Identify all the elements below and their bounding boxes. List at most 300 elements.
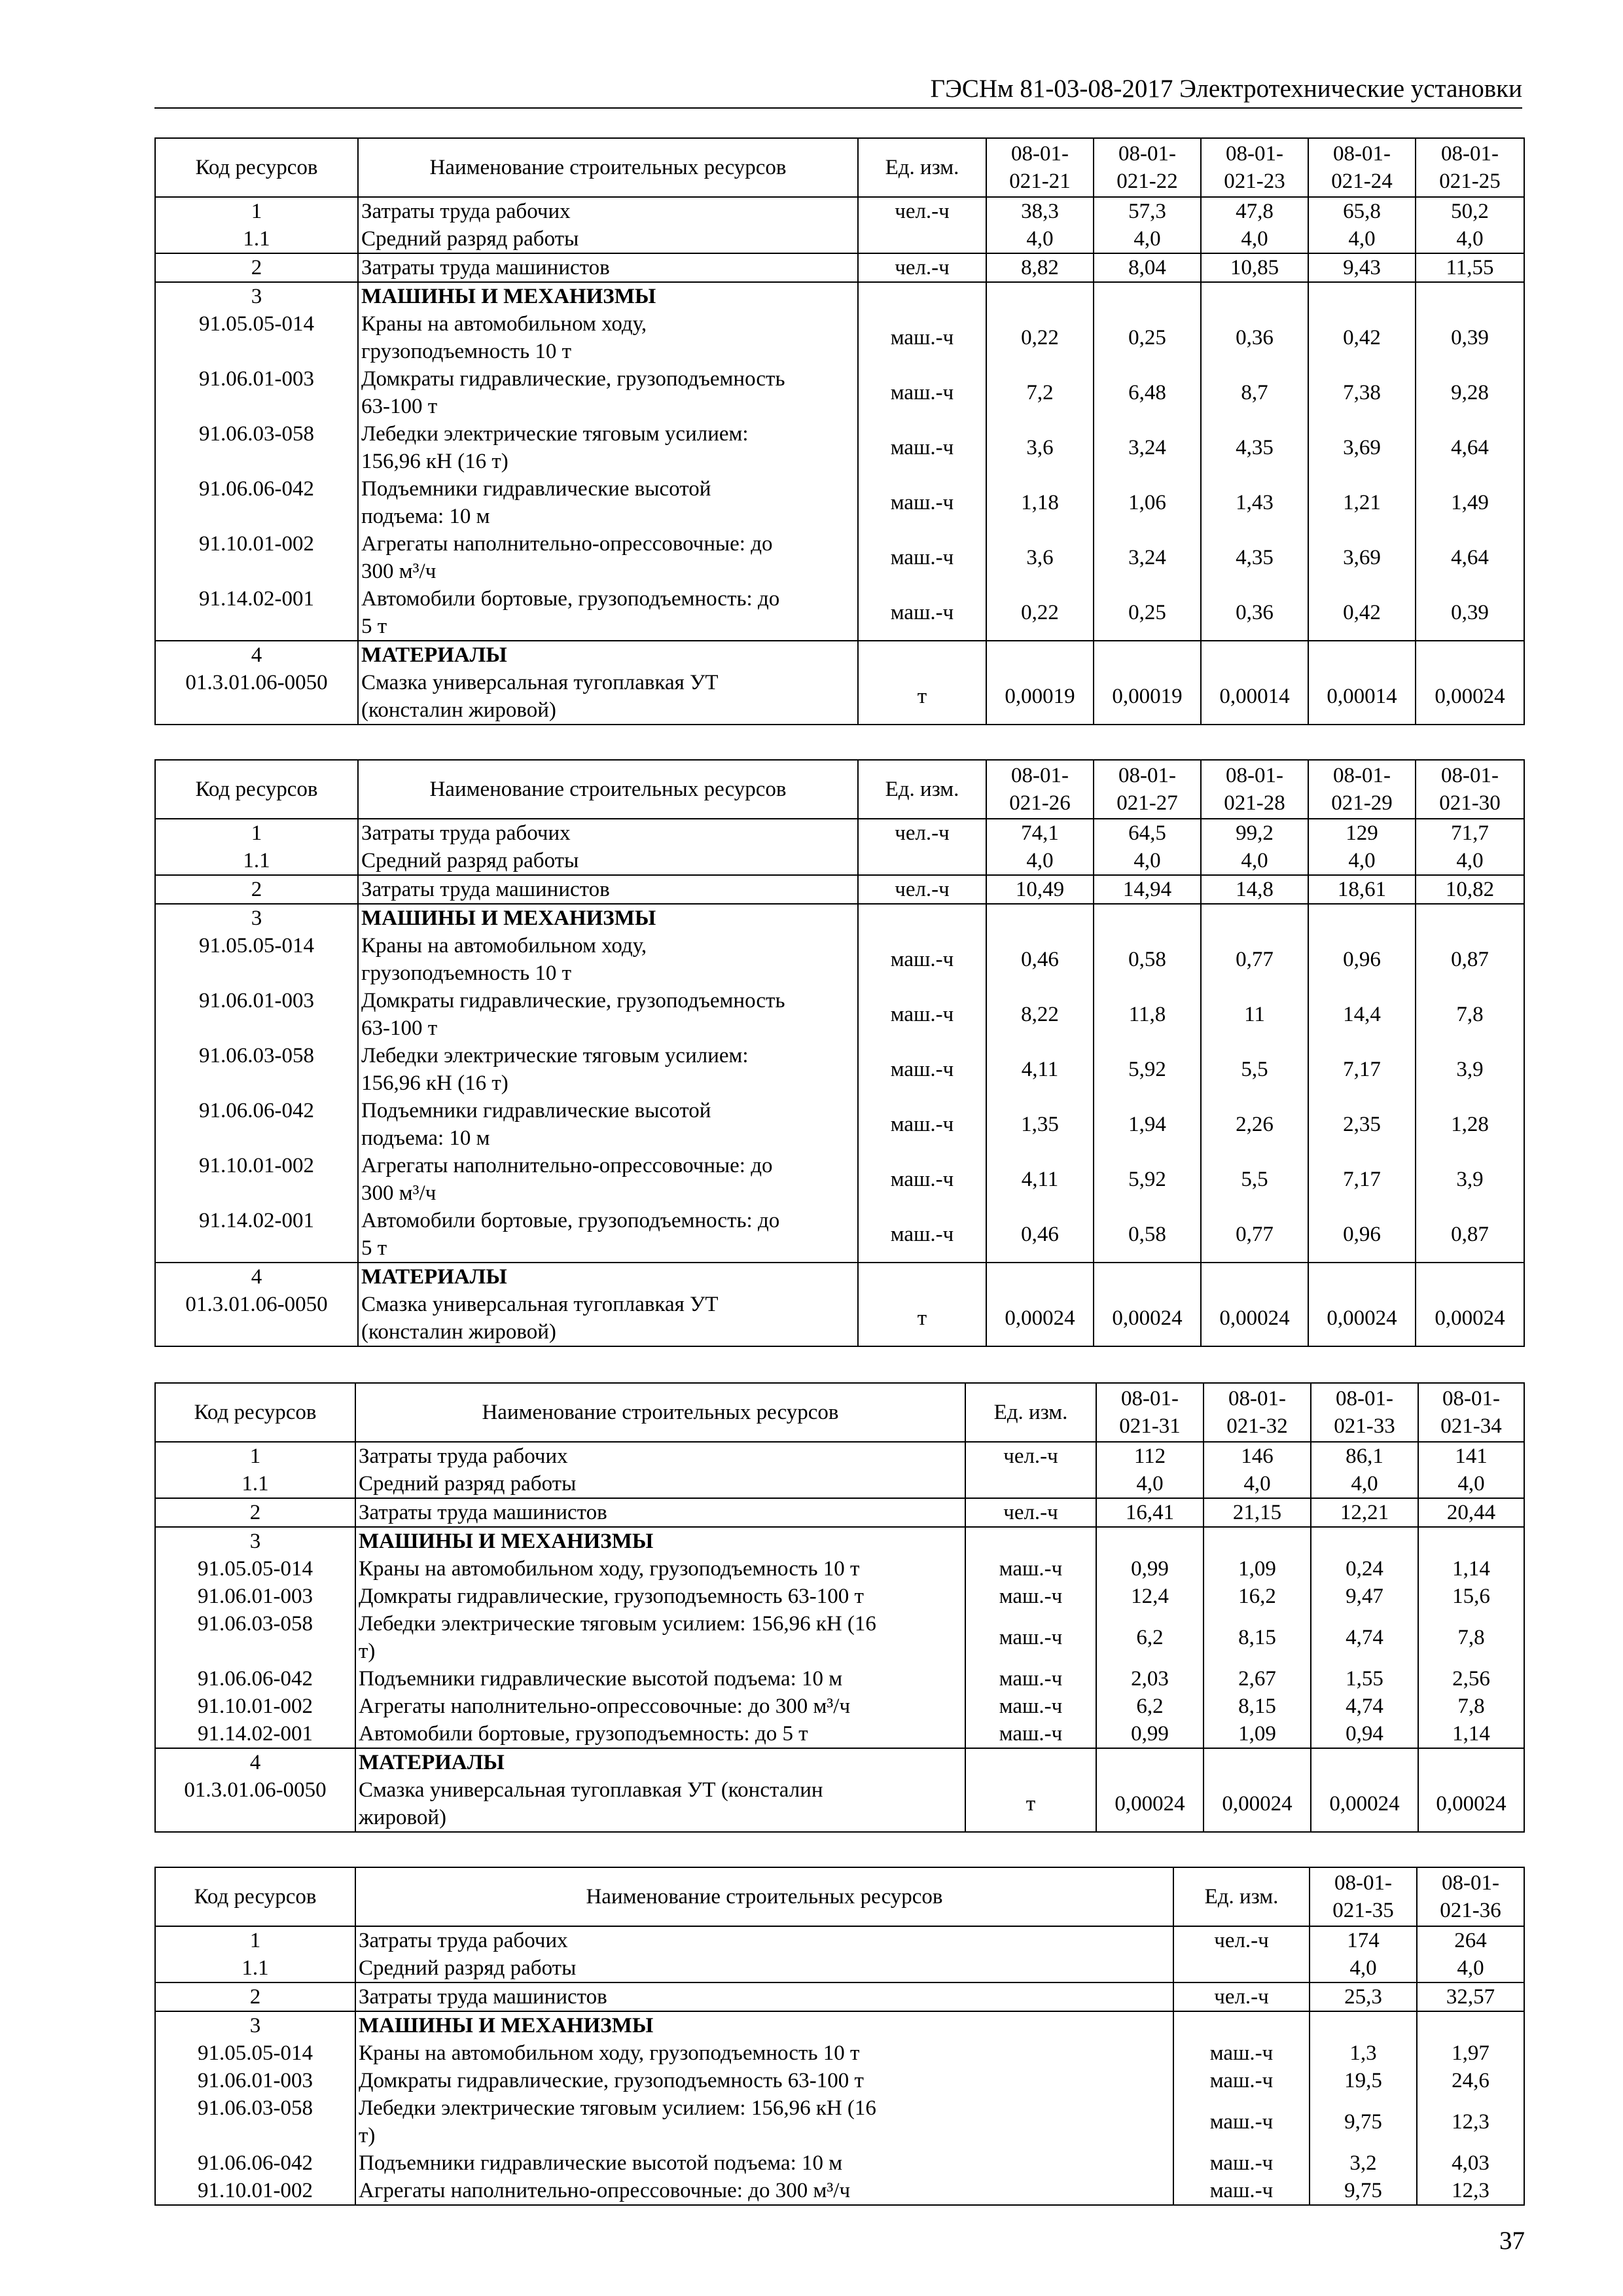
resource-name-line: Автомобили бортовые, грузоподъемность: до [361,1209,780,1232]
col-header-name: Наименование строительных ресурсов [355,1383,965,1442]
value-cell: 112 [1096,1442,1204,1470]
value-cell: 19,5 [1310,2067,1417,2094]
row-code: 91.10.01-002 [155,1152,358,1207]
col-header-norm: 08-01- 021-26 [986,760,1094,819]
value-cell: 21,15 [1204,1498,1311,1527]
value-cell: 4,0 [986,225,1094,253]
unit-cell: чел.-ч [1173,1982,1310,2011]
row-code: 01.3.01.06-0050 [155,669,358,725]
value-cell: 4,0 [1417,1954,1524,1982]
col-header-code: Код ресурсов [155,1383,355,1442]
row-code: 1.1 [155,1470,355,1498]
resource-name: Затраты труда рабочих [358,819,858,847]
col-header-code: Код ресурсов [155,1867,355,1926]
resource-name-line: грузоподъемность 10 т [361,340,572,363]
value-cell: 5,92 [1094,1152,1201,1207]
row-code: 91.14.02-001 [155,1720,355,1748]
resource-table-4 [154,1867,1525,2206]
row-code: 2 [155,1982,355,2011]
row-code: 3 [155,282,358,310]
row-code: 91.06.03-058 [155,1042,358,1097]
resource-name [358,1291,858,1346]
resource-name [355,2067,1173,2094]
table-header-row [155,1383,1524,1442]
value-cell: 2,35 [1308,1097,1416,1152]
resource-name: Затраты труда машинистов [355,1498,965,1527]
unit-cell: т [965,1776,1096,1832]
machine-row [155,1152,1524,1207]
col-header-norm: 08-01- 021-31 [1096,1383,1204,1442]
table-header-row [155,760,1524,819]
value-cell: 4,35 [1201,530,1308,585]
value-cell: 4,0 [1308,225,1416,253]
row-code: 01.3.01.06-0050 [155,1776,355,1832]
col-header-norm: 08-01- 021-33 [1311,1383,1418,1442]
value-cell: 12,4 [1096,1583,1204,1610]
value-cell: 12,3 [1417,2177,1524,2205]
value-cell: 65,8 [1308,197,1416,225]
value-cell: 0,00014 [1308,669,1416,725]
value-cell: 1,28 [1416,1097,1524,1152]
value-cell: 4,0 [1416,847,1524,875]
section-title: МАТЕРИАЛЫ [355,1748,965,1776]
value-cell: 7,8 [1416,987,1524,1042]
labour-operators-row [155,1498,1524,1527]
unit-cell [1173,2011,1310,2039]
labour-workers-row [155,819,1524,847]
row-code: 3 [155,1527,355,1555]
value-cell [1096,1527,1204,1555]
value-cell: 0,25 [1094,310,1201,365]
value-cell: 8,15 [1204,1693,1311,1720]
materials-section-row [155,1748,1524,1776]
resource-name-line: Домкраты гидравлические, грузоподъемность [361,367,785,391]
unit-cell [858,1263,986,1291]
unit-cell: маш.-ч [1173,2094,1310,2149]
value-cell: 1,49 [1416,475,1524,530]
value-cell: 25,3 [1310,1982,1417,2011]
value-cell: 7,2 [986,365,1094,420]
value-cell: 1,14 [1418,1555,1524,1583]
value-cell: 0,00019 [1094,669,1201,725]
machine-row [155,1665,1524,1693]
value-cell: 4,64 [1416,420,1524,475]
row-code: 91.06.01-003 [155,1583,355,1610]
value-cell: 0,22 [986,585,1094,641]
row-code: 1.1 [155,847,358,875]
resource-name-line: Смазка универсальная тугоплавкая УТ (консталин [359,1778,823,1802]
value-cell: 0,00024 [1311,1776,1418,1832]
value-cell: 10,85 [1201,253,1308,282]
unit-cell: маш.-ч [965,1720,1096,1748]
unit-cell [965,1470,1096,1498]
value-cell: 8,15 [1204,1610,1311,1665]
resource-name-text: Агрегаты наполнительно-опрессовочные: до 300 м³/ч [359,2179,851,2202]
machine-row [155,2149,1524,2177]
value-cell: 14,4 [1308,987,1416,1042]
value-cell [1201,641,1308,669]
value-cell: 74,1 [986,819,1094,847]
unit-cell: маш.-ч [858,530,986,585]
resource-name: Затраты труда машинистов [358,253,858,282]
value-cell [1308,904,1416,932]
value-cell [1310,2011,1417,2039]
value-cell: 38,3 [986,197,1094,225]
value-cell: 3,69 [1308,530,1416,585]
value-cell: 4,0 [1311,1470,1418,1498]
row-code: 91.10.01-002 [155,530,358,585]
value-cell [1308,282,1416,310]
page-number: 37 [1499,2227,1525,2255]
machine-row [155,475,1524,530]
resource-name-line: Агрегаты наполнительно-опрессовочные: до [361,532,773,556]
value-cell [1418,1748,1524,1776]
machine-row [155,1610,1524,1665]
value-cell [986,641,1094,669]
resource-name-line: Подъемники гидравлические высотой [361,477,711,501]
row-code: 91.06.03-058 [155,1610,355,1665]
row-code: 91.05.05-014 [155,1555,355,1583]
section-title: МАШИНЫ И МЕХАНИЗМЫ [358,904,858,932]
material-row [155,1776,1524,1832]
row-code: 2 [155,253,358,282]
resource-table-1 [154,137,1525,725]
value-cell: 3,6 [986,530,1094,585]
resource-name-line: 300 м³/ч [361,560,437,583]
materials-section-row [155,1263,1524,1291]
machines-section-row [155,282,1524,310]
resource-name: Средний разряд работы [358,225,858,253]
value-cell: 141 [1418,1442,1524,1470]
col-header-code: Код ресурсов [155,138,358,197]
row-code: 1.1 [155,225,358,253]
value-cell: 0,36 [1201,585,1308,641]
resource-name [355,1610,965,1665]
resource-name-line: Агрегаты наполнительно-опрессовочные: до [361,1154,773,1177]
row-code: 91.14.02-001 [155,1207,358,1263]
table-header-row [155,1867,1524,1926]
value-cell: 4,0 [1416,225,1524,253]
col-header-norm: 08-01- 021-35 [1310,1867,1417,1926]
value-cell: 0,87 [1416,1207,1524,1263]
value-cell: 2,67 [1204,1665,1311,1693]
value-cell: 2,26 [1201,1097,1308,1152]
col-header-unit: Ед. изм. [858,138,986,197]
col-header-norm: 08-01- 021-21 [986,138,1094,197]
row-code: 4 [155,1748,355,1776]
value-cell: 71,7 [1416,819,1524,847]
value-cell: 16,2 [1204,1583,1311,1610]
value-cell [1096,1748,1204,1776]
resource-name-line: Лебедки электрические тяговым усилием: 156,96 кН (16 [359,1612,876,1636]
value-cell: 4,0 [1094,847,1201,875]
col-header-unit: Ед. изм. [1173,1867,1310,1926]
avg-grade-row [155,847,1524,875]
value-cell [986,1263,1094,1291]
resource-name-line: грузоподъемность 10 т [361,961,572,985]
resource-name [355,1776,965,1832]
value-cell [1416,904,1524,932]
value-cell: 4,0 [1310,1954,1417,1982]
resource-name-line: Краны на автомобильном ходу, [361,312,647,336]
unit-cell: маш.-ч [858,310,986,365]
materials-section-row [155,641,1524,669]
value-cell: 0,39 [1416,585,1524,641]
labour-operators-row [155,875,1524,904]
unit-cell: маш.-ч [858,1042,986,1097]
col-header-norm: 08-01- 021-28 [1201,760,1308,819]
value-cell: 86,1 [1311,1442,1418,1470]
value-cell: 50,2 [1416,197,1524,225]
resource-name: Затраты труда машинистов [358,875,858,904]
unit-cell: маш.-ч [858,1152,986,1207]
value-cell: 2,03 [1096,1665,1204,1693]
machine-row [155,365,1524,420]
resource-name-line: Подъемники гидравлические высотой [361,1099,711,1122]
machine-row [155,2067,1524,2094]
resource-table-2 [154,759,1525,1347]
resource-name-line: т) [359,1640,376,1663]
value-cell: 0,42 [1308,310,1416,365]
resource-name [358,669,858,725]
avg-grade-row [155,225,1524,253]
value-cell [1094,1263,1201,1291]
machine-row [155,530,1524,585]
section-title: МАШИНЫ И МЕХАНИЗМЫ [355,1527,965,1555]
resource-name [358,1042,858,1097]
value-cell [1094,282,1201,310]
resource-name-line: 63-100 т [361,395,438,418]
value-cell: 0,00024 [1416,669,1524,725]
value-cell: 3,9 [1416,1152,1524,1207]
value-cell: 4,0 [1201,225,1308,253]
value-cell: 6,2 [1096,1610,1204,1665]
value-cell: 5,5 [1201,1152,1308,1207]
machine-row [155,310,1524,365]
resource-name [355,2094,1173,2149]
value-cell [1094,641,1201,669]
value-cell [1416,1263,1524,1291]
value-cell: 1,97 [1417,2039,1524,2067]
value-cell: 3,69 [1308,420,1416,475]
row-code: 4 [155,641,358,669]
value-cell: 4,0 [1418,1470,1524,1498]
value-cell: 0,00024 [1201,1291,1308,1346]
resource-name [358,987,858,1042]
value-cell [1201,904,1308,932]
row-code: 2 [155,1498,355,1527]
unit-cell: маш.-ч [858,1207,986,1263]
col-header-norm: 08-01- 021-23 [1201,138,1308,197]
value-cell: 32,57 [1417,1982,1524,2011]
resource-name-line: Домкраты гидравлические, грузоподъемность [361,989,785,1013]
value-cell: 7,38 [1308,365,1416,420]
value-cell: 1,43 [1201,475,1308,530]
value-cell: 4,64 [1416,530,1524,585]
value-cell: 0,00024 [986,1291,1094,1346]
value-cell: 9,75 [1310,2177,1417,2205]
value-cell: 11,55 [1416,253,1524,282]
value-cell: 0,00024 [1416,1291,1524,1346]
material-row [155,669,1524,725]
resource-name-line: Автомобили бортовые, грузоподъемность: до [361,587,780,611]
section-title: МАТЕРИАЛЫ [358,641,858,669]
page-header [154,73,1522,109]
resource-name-line: 300 м³/ч [361,1181,437,1205]
value-cell: 0,96 [1308,1207,1416,1263]
unit-cell: чел.-ч [858,819,986,847]
col-header-norm: 08-01- 021-24 [1308,138,1416,197]
value-cell [986,282,1094,310]
machine-row [155,2177,1524,2205]
unit-cell: маш.-ч [965,1583,1096,1610]
unit-cell: маш.-ч [858,1097,986,1152]
value-cell: 0,00024 [1096,1776,1204,1832]
row-code: 91.14.02-001 [155,585,358,641]
value-cell: 0,46 [986,1207,1094,1263]
resource-name-line: 156,96 кН (16 т) [361,450,508,473]
section-title: МАШИНЫ И МЕХАНИЗМЫ [358,282,858,310]
row-code: 91.06.03-058 [155,2094,355,2149]
value-cell: 3,24 [1094,420,1201,475]
unit-cell [965,1748,1096,1776]
value-cell: 5,92 [1094,1042,1201,1097]
resource-name: Затраты труда машинистов [355,1982,1173,2011]
resource-name [358,585,858,641]
unit-cell: маш.-ч [858,585,986,641]
row-code: 91.06.06-042 [155,1665,355,1693]
value-cell: 9,75 [1310,2094,1417,2149]
resource-name [355,1583,965,1610]
value-cell: 15,6 [1418,1583,1524,1610]
resource-name-line: Смазка универсальная тугоплавкая УТ [361,1293,719,1316]
resource-name [358,475,858,530]
value-cell: 7,17 [1308,1042,1416,1097]
value-cell: 0,00024 [1204,1776,1311,1832]
unit-cell: маш.-ч [965,1555,1096,1583]
resource-table-3 [154,1382,1525,1833]
value-cell: 1,06 [1094,475,1201,530]
row-code: 91.06.01-003 [155,365,358,420]
resource-name [355,2177,1173,2205]
resource-name-line: (консталин жировой) [361,698,556,722]
row-code: 3 [155,2011,355,2039]
value-cell: 12,3 [1417,2094,1524,2149]
col-header-name: Наименование строительных ресурсов [358,138,858,197]
resource-name-line: 63-100 т [361,1016,438,1040]
row-code: 91.06.01-003 [155,987,358,1042]
value-cell: 8,82 [986,253,1094,282]
machine-row [155,1207,1524,1263]
table-header-row [155,138,1524,197]
value-cell: 0,58 [1094,932,1201,987]
value-cell [1201,282,1308,310]
value-cell: 4,0 [1204,1470,1311,1498]
col-header-code: Код ресурсов [155,760,358,819]
resource-name [358,310,858,365]
value-cell: 16,41 [1096,1498,1204,1527]
value-cell [986,904,1094,932]
value-cell: 4,74 [1311,1693,1418,1720]
machines-section-row [155,904,1524,932]
resource-name [358,1207,858,1263]
resource-name-line: Краны на автомобильном ходу, [361,934,647,958]
material-row [155,1291,1524,1346]
value-cell: 264 [1417,1926,1524,1954]
col-header-norm: 08-01- 021-25 [1416,138,1524,197]
unit-cell: чел.-ч [858,197,986,225]
row-code: 91.10.01-002 [155,2177,355,2205]
row-code: 01.3.01.06-0050 [155,1291,358,1346]
unit-cell: маш.-ч [858,987,986,1042]
value-cell [1201,1263,1308,1291]
value-cell: 0,87 [1416,932,1524,987]
unit-cell [858,282,986,310]
value-cell: 0,00014 [1201,669,1308,725]
row-code: 91.06.06-042 [155,1097,358,1152]
value-cell: 18,61 [1308,875,1416,904]
row-code: 3 [155,904,358,932]
machine-row [155,2039,1524,2067]
value-cell: 4,35 [1201,420,1308,475]
value-cell: 0,46 [986,932,1094,987]
unit-cell [858,847,986,875]
resource-name: Затраты труда рабочих [358,197,858,225]
machine-row [155,987,1524,1042]
value-cell: 47,8 [1201,197,1308,225]
resource-name-line: Лебедки электрические тяговым усилием: [361,1044,749,1067]
value-cell: 1,3 [1310,2039,1417,2067]
col-header-norm: 08-01- 021-29 [1308,760,1416,819]
resource-name-line: 156,96 кН (16 т) [361,1071,508,1095]
value-cell: 4,03 [1417,2149,1524,2177]
machine-row [155,932,1524,987]
value-cell: 0,24 [1311,1555,1418,1583]
unit-cell: маш.-ч [965,1693,1096,1720]
col-header-norm: 08-01- 021-27 [1094,760,1201,819]
resource-name [355,1555,965,1583]
value-cell: 0,99 [1096,1720,1204,1748]
value-cell: 0,99 [1096,1555,1204,1583]
value-cell: 8,04 [1094,253,1201,282]
unit-cell [858,904,986,932]
value-cell: 4,11 [986,1152,1094,1207]
value-cell: 7,8 [1418,1610,1524,1665]
row-code: 91.06.03-058 [155,420,358,475]
machines-section-row [155,2011,1524,2039]
value-cell: 9,28 [1416,365,1524,420]
col-header-unit: Ед. изм. [858,760,986,819]
value-cell: 57,3 [1094,197,1201,225]
value-cell: 4,0 [1096,1470,1204,1498]
row-code: 4 [155,1263,358,1291]
unit-cell: чел.-ч [858,253,986,282]
value-cell: 1,09 [1204,1555,1311,1583]
avg-grade-row [155,1954,1524,1982]
value-cell [1418,1527,1524,1555]
col-header-name: Наименование строительных ресурсов [358,760,858,819]
resource-name-text: Краны на автомобильном ходу, грузоподъемность 10 т [359,1557,860,1581]
value-cell: 8,22 [986,987,1094,1042]
resource-name [355,2149,1173,2177]
resource-name-line: Смазка универсальная тугоплавкая УТ [361,671,719,694]
row-code: 91.05.05-014 [155,2039,355,2067]
value-cell: 0,36 [1201,310,1308,365]
value-cell: 1,09 [1204,1720,1311,1748]
resource-name: Средний разряд работы [355,1954,1173,1982]
value-cell: 4,0 [1201,847,1308,875]
labour-operators-row [155,1982,1524,2011]
